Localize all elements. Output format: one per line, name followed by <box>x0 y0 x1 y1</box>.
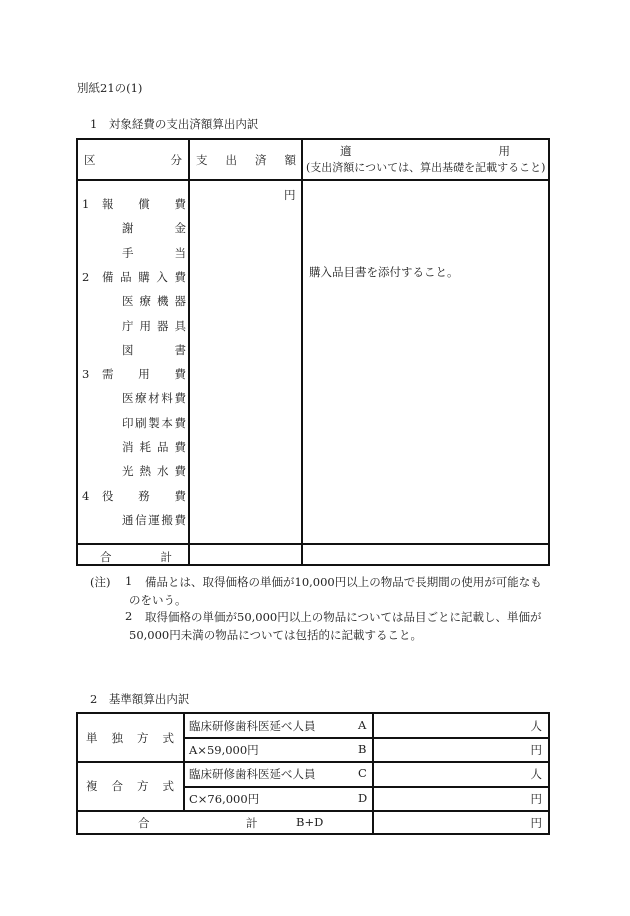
category-row <box>82 362 186 386</box>
category-row <box>82 386 186 410</box>
note-2-num: 2 <box>125 609 133 623</box>
row-desc-d: C×76,000円 <box>189 792 260 806</box>
section2-title: 2 基準額算出内訳 <box>90 692 190 706</box>
group-label-char: 独 <box>111 731 123 745</box>
category-label <box>122 512 186 528</box>
category-char: 用 <box>138 367 150 382</box>
category-char: 光 <box>122 464 134 479</box>
header-amount-char: 出 <box>225 153 237 167</box>
category-row <box>82 289 186 313</box>
group-label-char: 式 <box>162 779 174 793</box>
row-code-c: C <box>358 766 367 780</box>
category-char: 療 <box>139 294 151 309</box>
category-char: 搬 <box>161 512 173 527</box>
category-char: 療 <box>135 391 147 406</box>
category-char: 書 <box>174 342 186 357</box>
category-row <box>82 338 186 362</box>
category-char: 本 <box>161 415 173 430</box>
category-label <box>102 196 186 212</box>
category-row <box>82 192 186 216</box>
category-label <box>122 293 186 309</box>
category-row <box>82 459 186 483</box>
category-label <box>122 415 186 431</box>
category-char: 医 <box>122 391 134 406</box>
category-char: 費 <box>174 269 186 284</box>
category-label <box>122 220 186 236</box>
header-remarks-right: 用 <box>498 144 510 158</box>
category-label <box>122 245 186 261</box>
header-category-left: 区 <box>84 153 96 167</box>
category-char: 水 <box>157 464 169 479</box>
header-remarks-left: 適 <box>340 144 352 158</box>
group-label-char: 単 <box>86 731 98 745</box>
note-1-line1: 備品とは、取得価格の単価が10,000円以上の物品で長期間の使用が可能なも <box>145 575 542 589</box>
header-amount <box>196 152 296 168</box>
category-char: 信 <box>135 512 147 527</box>
group-label-single <box>86 730 174 746</box>
header-divider <box>78 179 548 181</box>
group-label-char: 式 <box>162 731 174 745</box>
row-divider <box>78 761 548 763</box>
category-number: 2 <box>82 269 90 284</box>
category-char: 購 <box>138 269 150 284</box>
total-divider <box>78 543 548 545</box>
row-divider <box>78 810 548 812</box>
category-char: 備 <box>102 269 114 284</box>
total-label-right: 計 <box>160 550 172 564</box>
category-char: 医 <box>122 294 134 309</box>
group-label-char: 方 <box>137 731 149 745</box>
note-1-line2: のをいう。 <box>129 593 187 607</box>
row-unit-a: 人 <box>530 719 542 733</box>
category-char: 費 <box>174 391 186 406</box>
category-char: 償 <box>138 197 150 211</box>
row-desc-c: 臨床研修歯科医延べ人員 <box>189 767 316 781</box>
annex-label: 別紙21の(1) <box>77 81 143 95</box>
note-2-line1: 取得価格の単価が50,000円以上の物品については品目ごとに記載し、単価が <box>145 610 542 624</box>
category-char: 需 <box>102 367 114 382</box>
header-amount-char: 支 <box>196 153 208 167</box>
row-divider <box>183 786 548 788</box>
category-char: 運 <box>148 512 160 527</box>
category-row <box>82 508 186 532</box>
category-label <box>122 439 186 455</box>
category-number: 4 <box>82 488 90 503</box>
section1-title: 1 対象経費の支出済額算出内訳 <box>90 117 259 131</box>
group-label-combined <box>86 778 174 794</box>
category-char: 製 <box>148 415 160 430</box>
row-unit-d: 円 <box>530 792 542 806</box>
category-char: 費 <box>174 464 186 479</box>
category-number: 3 <box>82 367 90 382</box>
column-divider <box>301 140 303 564</box>
row-desc-a: 臨床研修歯科医延べ人員 <box>189 719 316 733</box>
total-label <box>100 549 172 565</box>
category-char: 器 <box>174 294 186 309</box>
total-label-left: 合 <box>100 550 112 564</box>
row-code-b: B <box>358 742 367 756</box>
category-row <box>82 241 186 265</box>
category-row <box>82 484 186 508</box>
category-char: 料 <box>161 391 173 406</box>
category-char: 用 <box>139 318 151 333</box>
row-code-a: A <box>358 718 367 732</box>
category-label <box>122 390 186 406</box>
category-char: 費 <box>174 440 186 454</box>
category-char: 報 <box>102 197 114 211</box>
category-char: 費 <box>174 197 186 211</box>
header-category <box>84 152 182 168</box>
notes-prefix: (注) <box>90 575 111 589</box>
category-char: 入 <box>156 269 168 284</box>
total-formula: B+D <box>296 815 324 829</box>
category-char: 謝 <box>122 221 134 236</box>
column-divider <box>188 140 190 564</box>
category-char: 器 <box>157 318 169 333</box>
header-category-right: 分 <box>170 153 182 167</box>
category-char: 通 <box>122 512 134 527</box>
category-row <box>82 435 186 459</box>
category-char: 金 <box>174 221 186 236</box>
category-char: 役 <box>102 488 114 503</box>
header-amount-char: 額 <box>284 153 296 167</box>
total-left: 合 <box>138 816 150 830</box>
category-row <box>82 314 186 338</box>
category-char: 消 <box>122 440 134 454</box>
standard-amount-table <box>76 712 550 835</box>
note-1-num: 1 <box>125 574 133 588</box>
category-char: 材 <box>148 391 160 406</box>
column-divider <box>372 714 374 833</box>
header-amount-char: 済 <box>255 153 267 167</box>
total-unit: 円 <box>530 816 542 830</box>
category-char: 当 <box>174 245 186 260</box>
category-label <box>122 318 186 334</box>
group-label-char: 合 <box>111 779 123 793</box>
header-remarks-sub: (支出済額については、算出基礎を記載すること) <box>306 161 546 174</box>
category-char: 品 <box>120 269 132 284</box>
row-code-d: D <box>358 791 368 805</box>
amount-unit-yen: 円 <box>284 188 296 202</box>
category-label <box>102 269 186 285</box>
category-char: 費 <box>174 512 186 527</box>
category-char: 庁 <box>122 318 134 333</box>
category-label <box>102 488 186 504</box>
row-unit-b: 円 <box>530 743 542 757</box>
category-char: 費 <box>174 415 186 430</box>
category-row <box>82 411 186 435</box>
row-unit-c: 人 <box>530 767 542 781</box>
category-char: 具 <box>174 318 186 333</box>
category-char: 務 <box>138 488 150 503</box>
category-char: 図 <box>122 342 134 357</box>
category-char: 熱 <box>139 464 151 479</box>
category-char: 耗 <box>139 440 151 454</box>
note-2-line2: 50,000円未満の物品については包括的に記載すること。 <box>129 628 423 642</box>
row-divider <box>183 737 548 739</box>
category-number: 1 <box>82 197 90 211</box>
group-label-char: 複 <box>86 779 98 793</box>
total-right: 計 <box>246 816 258 830</box>
header-remarks <box>340 143 510 159</box>
category-char: 機 <box>157 294 169 309</box>
category-char: 印 <box>122 415 134 430</box>
category-char: 費 <box>174 488 186 503</box>
group-label-char: 方 <box>137 779 149 793</box>
equipment-remark: 購入品目書を添付すること。 <box>309 265 459 279</box>
category-label <box>122 463 186 479</box>
category-label <box>102 366 186 382</box>
category-char: 費 <box>174 367 186 382</box>
category-label <box>122 342 186 358</box>
expense-breakdown-table <box>76 138 550 566</box>
category-char: 品 <box>157 440 169 454</box>
category-char: 手 <box>122 245 134 260</box>
category-row <box>82 265 186 289</box>
row-desc-b: A×59,000円 <box>189 743 259 757</box>
category-row <box>82 216 186 240</box>
category-char: 刷 <box>135 415 147 430</box>
